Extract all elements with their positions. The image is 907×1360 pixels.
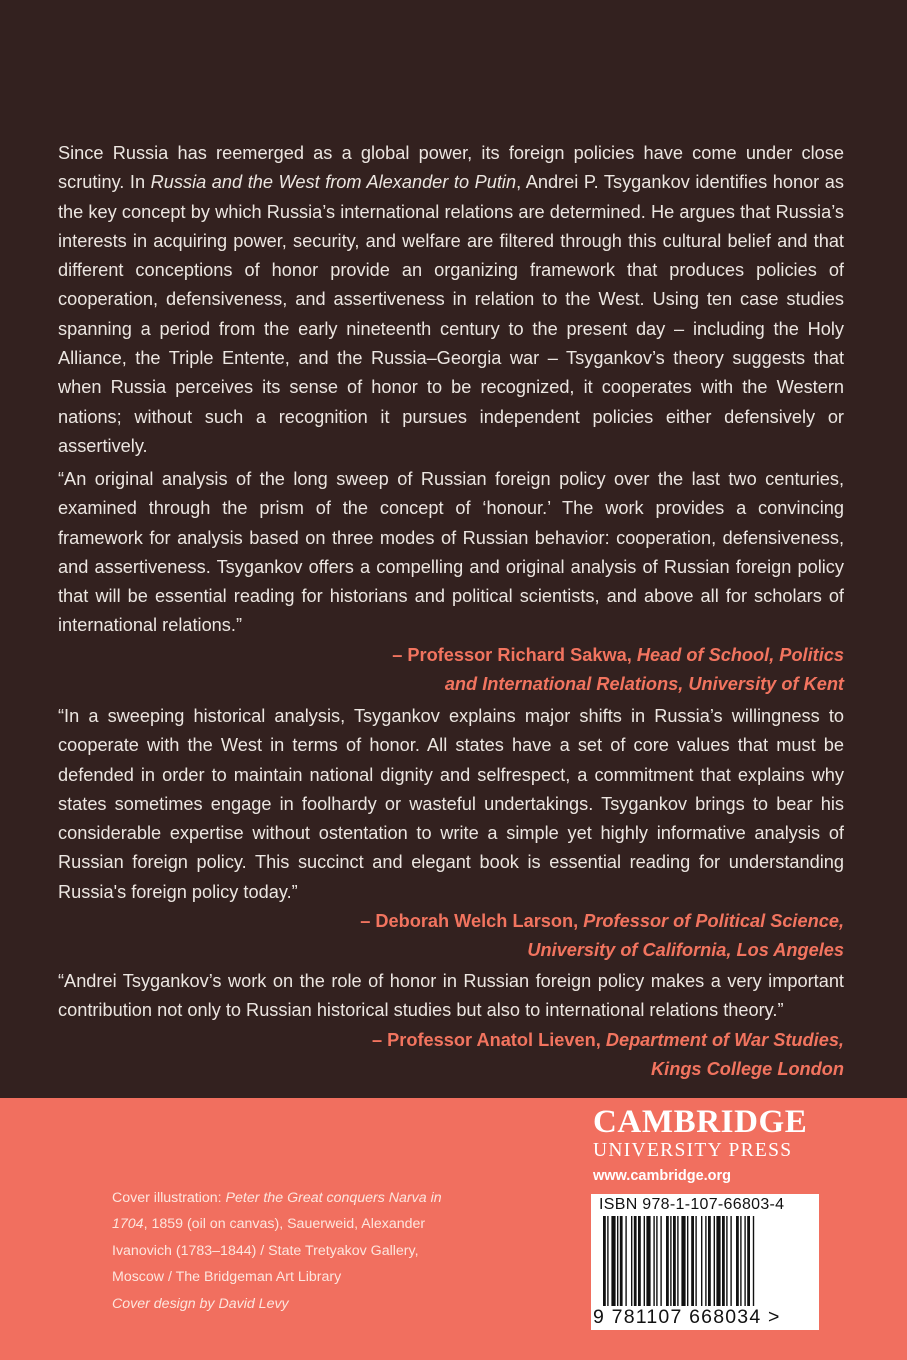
- barcode-bar: [631, 1216, 632, 1306]
- endorsement-3: [58, 967, 844, 1084]
- barcode-bar: [716, 1216, 720, 1306]
- book-title: Russia and the West from Alexander to Putin: [150, 172, 517, 193]
- credit-prefix: Cover illustration:: [112, 1190, 226, 1206]
- barcode-bar: [673, 1216, 676, 1306]
- endorser-name: – Professor Anatol Lieven,: [372, 1029, 601, 1050]
- barcode-bar: [670, 1216, 671, 1306]
- barcode-bar: [634, 1216, 637, 1306]
- endorser-affiliation-2: and International Relations, University of Kent: [444, 674, 844, 695]
- barcode-bar: [681, 1216, 685, 1306]
- endorser-affiliation-2: University of California, Los Angeles: [527, 940, 844, 961]
- endorser-affiliation-2: Kings College London: [651, 1058, 844, 1079]
- barcode-bar: [607, 1216, 608, 1306]
- cover-design-credit: Cover design by David Levy: [112, 1296, 289, 1312]
- barcode-bar: [611, 1216, 615, 1306]
- endorser-affiliation-1: Professor of Political Science,: [583, 911, 844, 932]
- endorsement-text: “Andrei Tsygankov’s work on the role of honor in Russian foreign policy makes a very important contribution not only to Russian historical studies but also to international relations theory.”: [58, 971, 844, 1021]
- barcode-bar: [736, 1216, 739, 1306]
- barcode-bar: [666, 1216, 669, 1306]
- barcode-bar: [625, 1216, 626, 1306]
- description-text-1: Since Russia has reemerged as a global power, its foreign policies have come under close scrutiny. In: [58, 143, 844, 193]
- cover-illustration-credit: [112, 1185, 457, 1290]
- endorsement-text: “In a sweeping historical analysis, Tsygankov explains major shifts in Russia’s willingness to cooperate with the West in terms of honor. All states have a set of core values that must be defended in order to maintain national dignity and selfrespect, a commitment that explains why states sometimes engage in foolhardy or wasteful undertakings. Tsygankov brings to bear his considerable expertise without ostentation to write a simple yet highly informative analysis of Russian foreign policy. This succinct and elegant book is essential reading for understanding Russia's foreign policy today.”: [58, 706, 844, 902]
- barcode-bar: [620, 1216, 623, 1306]
- barcode-bar: [705, 1216, 706, 1306]
- barcode-bar: [617, 1216, 618, 1306]
- publisher-logo: [593, 1104, 823, 1184]
- barcode-bar: [753, 1216, 754, 1306]
- barcode-bar: [744, 1216, 745, 1306]
- endorsement-2: [58, 702, 844, 966]
- barcode-bar: [714, 1216, 715, 1306]
- isbn-digits: 9 781107 668034 >: [593, 1306, 781, 1328]
- barcode-bar: [603, 1216, 606, 1306]
- endorser-affiliation-1: Head of School, Politics: [636, 644, 844, 665]
- endorser-name: – Deborah Welch Larson,: [360, 911, 579, 932]
- endorser-affiliation-1: Department of War Studies,: [605, 1029, 844, 1050]
- barcode-bar: [747, 1216, 750, 1306]
- publisher-name-line1: CAMBRIDGE: [593, 1104, 808, 1140]
- description-text-2: , Andrei P. Tsygankov identifies honor as the key concept by which Russia’s international relations are determined. He argues that Russia’s interests in acquiring power, security, and welfare are filtered through this cultural belief and that different conceptions of honor provide an organizing framework that produces policies of cooperation, defensiveness, and assertiveness in relation to the West. Using ten case studies spanning a period from the early nineteenth century to the present day – including the Holy Alliance, the Triple Entente, and the Russia–Georgia war – Tsygankov’s theory suggests that when Russia perceives its sense of honor to be recognized, it cooperates with the Western nations; without such a recognition it pursues independent policies either defensively or assertively.: [58, 172, 844, 456]
- barcode-icon: [599, 1216, 811, 1308]
- endorsement-attribution: [58, 907, 844, 966]
- barcode-bar: [646, 1216, 650, 1306]
- barcode-bar: [638, 1216, 641, 1306]
- isbn-barcode-block: [591, 1194, 819, 1330]
- barcode-bar: [722, 1216, 725, 1306]
- barcode-bar: [656, 1216, 657, 1306]
- barcode-bar: [695, 1216, 696, 1306]
- barcode-bar: [644, 1216, 645, 1306]
- publisher-name-line2: UNIVERSITY PRESS: [593, 1140, 793, 1161]
- endorsement-1: [58, 465, 844, 699]
- endorser-name: – Professor Richard Sakwa,: [392, 644, 632, 665]
- barcode-bar: [708, 1216, 711, 1306]
- endorsement-text: “An original analysis of the long sweep of Russian foreign policy over the last two centuries, examined through the prism of the concept of ‘honour.’ The work provides a convincing framework for analysis based on three modes of Russian behavior: cooperation, defensiveness, and assertiveness. Tsygankov offers a compelling and original analysis of Russian foreign policy that will be essential reading for historians and political scientists, and above all for scholars of international relations.”: [58, 469, 844, 636]
- isbn-label: ISBN 978-1-107-66803-4: [599, 1196, 785, 1213]
- endorsement-attribution: [58, 1026, 844, 1085]
- barcode-bar: [701, 1216, 702, 1306]
- barcode-bar: [660, 1216, 661, 1306]
- barcode-bar: [730, 1216, 731, 1306]
- barcode-bar: [653, 1216, 654, 1306]
- barcode-bar: [726, 1216, 727, 1306]
- barcode-bar: [740, 1216, 741, 1306]
- endorsement-attribution: [58, 641, 844, 700]
- book-description: [58, 139, 844, 461]
- barcode-bar: [691, 1216, 694, 1306]
- barcode-bar: [687, 1216, 688, 1306]
- credit-details: , 1859 (oil on canvas), Sauerweid, Alexander Ivanovich (1783–1844) / State Tretyakov Gallery, Moscow / The Bridgeman Art Library: [112, 1216, 426, 1285]
- barcode-bar: [677, 1216, 678, 1306]
- painting-title: Peter the Great conquers Narva in 1704: [112, 1190, 442, 1233]
- publisher-url: www.cambridge.org: [593, 1168, 732, 1184]
